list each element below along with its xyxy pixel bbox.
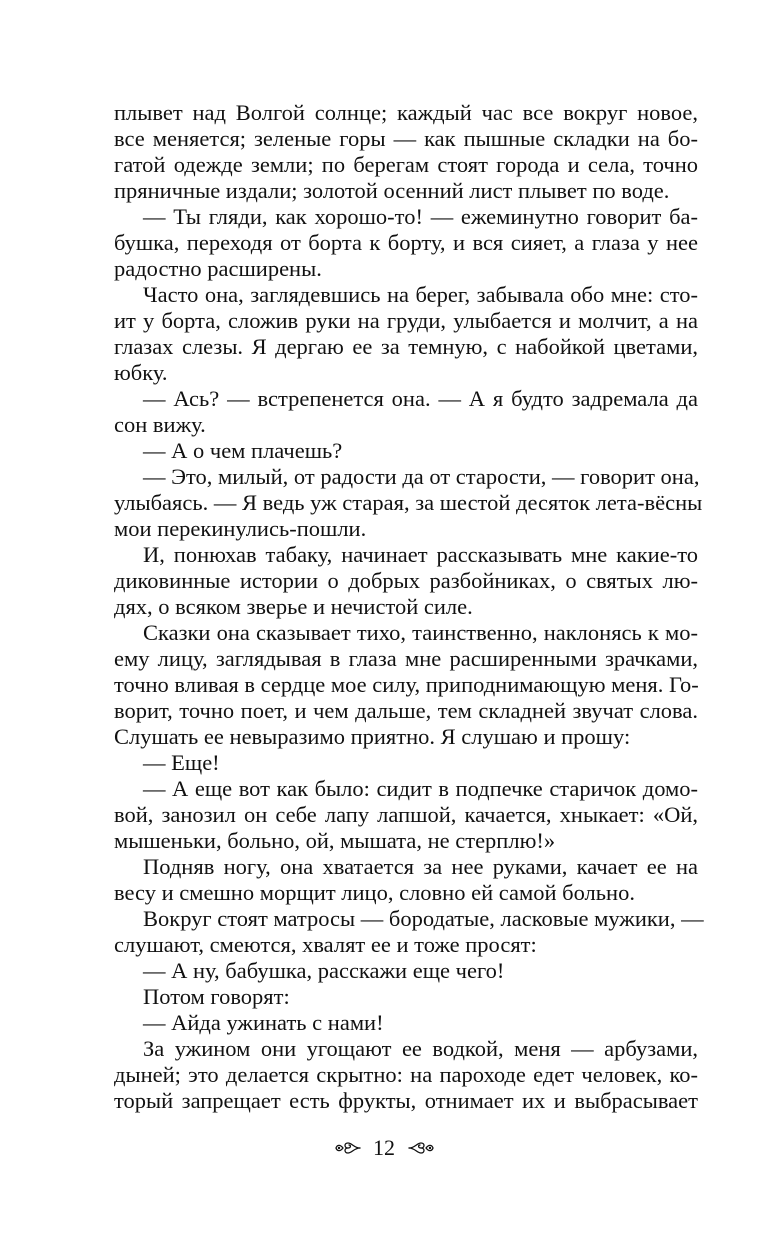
text-line: точно вливая в сердце мое силу, приподнимающую меня. Го- xyxy=(114,672,699,697)
text-line: Подняв ногу, она хватается за нее руками, качает ее на xyxy=(143,854,698,879)
text-line: За ужином они угощают ее водкой, меня — арбузами, xyxy=(143,1036,698,1061)
text-line: сон вижу. xyxy=(114,412,206,437)
text-line: Слушать ее невыразимо приятно. Я слушаю и прошу: xyxy=(114,724,631,749)
text-line: И, понюхав табаку, начинает рассказывать мне какие-то xyxy=(143,542,698,567)
text-line: — Ась? — встрепенется она. — А я будто задремала да xyxy=(143,386,698,411)
text-line: торый запрещает есть фрукты, отнимает их и выбрасывает xyxy=(114,1088,698,1113)
text-line: мышеньки, больно, ой, мышата, не стерплю!» xyxy=(114,828,556,853)
text-line: дыней; это делается скрытно: на пароходе едет человек, ко- xyxy=(114,1062,698,1087)
text-line: улыбаясь. — Я ведь уж старая, за шестой десяток лета-вёсны xyxy=(114,490,703,515)
text-line: — Это, милый, от радости да от старости, — говорит она, xyxy=(143,464,700,489)
text-line: мои перекинулись-пошли. xyxy=(114,516,367,541)
text-line: — А о чем плачешь? xyxy=(143,438,343,463)
text-line: Вокруг стоят матросы — бородатые, ласковые мужики, — xyxy=(143,906,704,931)
text-line: — Айда ужинать с нами! xyxy=(143,1010,384,1035)
text-line: ит у борта, сложив руки на груди, улыбается и молчит, а на xyxy=(114,308,698,333)
page-body xyxy=(114,100,704,1114)
text-line: глазах слезы. Я дергаю ее за темную, с набойкой цветами, xyxy=(114,334,698,359)
text-line: пряничные издали; золотой осенний лист плывет по воде. xyxy=(114,178,670,203)
floral-ornament-left-icon xyxy=(334,1139,362,1157)
page-footer xyxy=(0,1131,768,1163)
text-line: — А еще вот как было: сидит в подпечке старичок домо- xyxy=(143,776,698,801)
text-line: плывет над Волгой солнце; каждый час все вокруг новое, xyxy=(114,100,698,125)
text-line: весу и смешно морщит лицо, словно ей самой больно. xyxy=(114,880,635,905)
text-line: ему лицу, заглядывая в глаза мне расширенными зрачками, xyxy=(114,646,698,671)
text-line: юбку. xyxy=(114,360,168,385)
text-line: — Ты гляди, как хорошо-то! — ежеминутно говорит ба- xyxy=(143,204,698,229)
text-line: вой, занозил он себе лапу лапшой, качается, хныкает: «Ой, xyxy=(114,802,698,827)
text-line: гатой одежде земли; по берегам стоят города и села, точно xyxy=(114,152,698,177)
text-line: ворит, точно поет, и чем дальше, тем складней звучат слова. xyxy=(114,698,698,723)
text-line: Часто она, заглядевшись на берег, забывала обо мне: сто- xyxy=(143,282,698,307)
text-line: слушают, смеются, хвалят ее и тоже просят: xyxy=(114,932,537,957)
text-line: Потом говорят: xyxy=(143,984,290,1009)
page-number: 12 xyxy=(373,1134,395,1160)
floral-ornament-right-icon xyxy=(407,1139,435,1157)
text-line: Сказки она сказывает тихо, таинственно, наклонясь к мо- xyxy=(143,620,698,645)
text-line: дях, о всяком зверье и нечистой силе. xyxy=(114,594,473,619)
text-line: диковинные истории о добрых разбойниках, о святых лю- xyxy=(114,568,698,593)
text-line: бушка, переходя от борта к борту, и вся сияет, а глаза у нее xyxy=(114,230,698,255)
text-line: радостно расширены. xyxy=(114,256,322,281)
text-line: — А ну, бабушка, расскажи еще чего! xyxy=(143,958,505,983)
text-line: — Еще! xyxy=(143,750,220,775)
text-line: все меняется; зеленые горы — как пышные складки на бо- xyxy=(114,126,698,151)
